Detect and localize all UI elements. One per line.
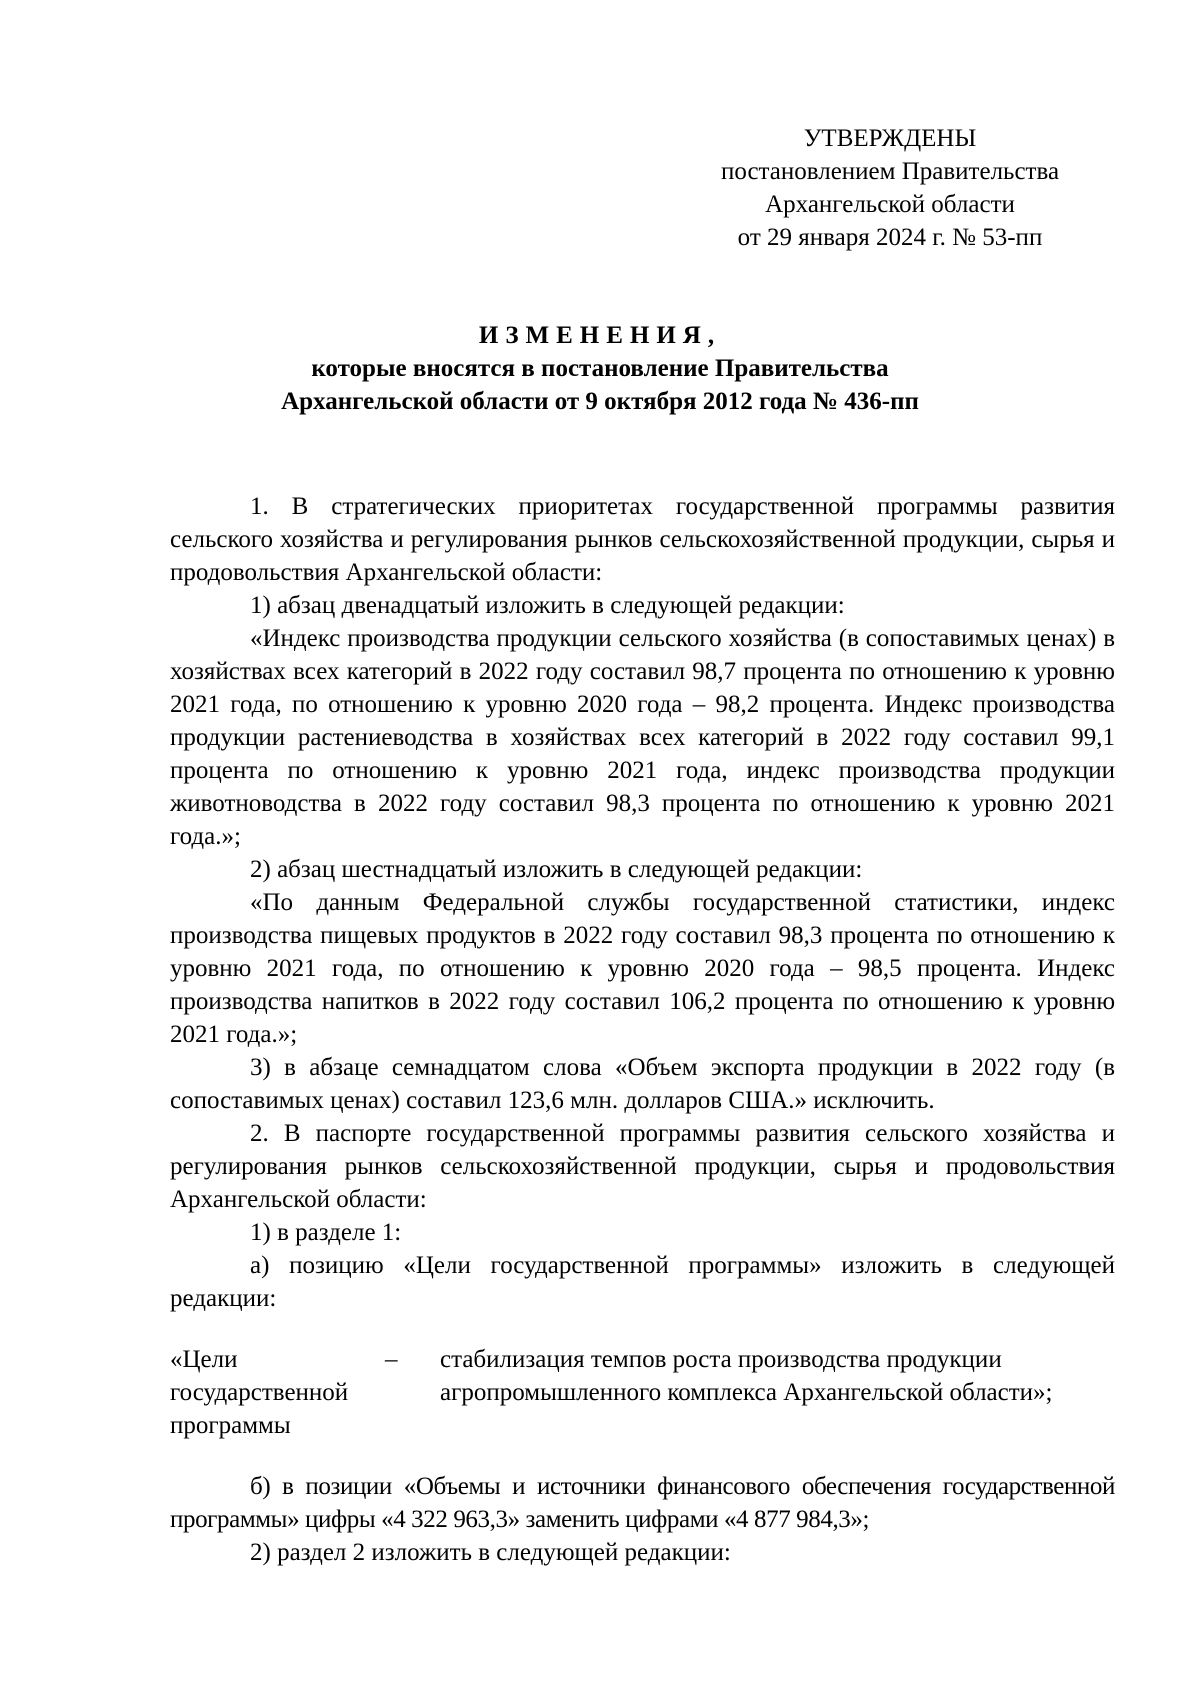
title-heading: ИЗМЕНЕНИЯ, [478, 322, 722, 349]
goals-table-row [170, 1343, 1115, 1442]
paragraph: 2) абзац шестнадцатый изложить в следующей редакции: [250, 856, 863, 883]
paragraph: «По данным Федеральной службы государственной статистики, индекс производства пищевых продуктов в 2022 году составил 98,3 процента по отношению к уровню 2021 года, по отношению к уровню 2020 года – 98,5 процента. Индекс производства напитков в 2022 году составил 106,2 процента по отношению к уровню 2021 года.»; [170, 889, 1115, 1048]
approval-block [670, 122, 1110, 254]
paragraph: «Индекс производства продукции сельского хозяйства (в сопоставимых ценах) в хозяйствах всех категорий в 2022 году составил 98,7 процента по отношению к уровню 2021 года, по отношению к уровню 2020 года – 98,2 процента. Индекс производства продукции растениеводства в хозяйствах всех категорий в 2022 году составил 99,1 процента по отношению к уровню 2021 года, индекс производства продукции животноводства в 2022 году составил 98,3 процента по отношению к уровню 2021 года.»; [170, 625, 1115, 850]
paragraph: 1) абзац двенадцатый изложить в следующей редакции: [250, 592, 845, 619]
title-line: которые вносятся в постановление Правительства [311, 355, 889, 382]
approval-line: постановлением Правительства [720, 158, 1060, 185]
goals-value: стабилизация темпов роста производства продукции агропромышленного комплекса Архангельской области»; [440, 1346, 1053, 1406]
paragraph: а) позицию «Цели государственной программы» изложить в следующей редакции: [170, 1252, 1115, 1312]
paragraph: б) в позиции «Объемы и источники финансового обеспечения государственной программы» цифры «4 322 963,3» заменить цифрами «4 877 984,3»; [170, 1473, 1115, 1533]
approval-date: от 29 января 2024 г. № 53-пп [737, 224, 1043, 251]
paragraph: 1. В стратегических приоритетах государственной программы развития сельского хозяйства и регулирования рынков сельскохозяйственной продукции, сырья и продовольствия Архангельской области: [170, 493, 1115, 586]
goals-dash: – [385, 1346, 398, 1373]
paragraph: 2) раздел 2 изложить в следующей редакции: [250, 1539, 731, 1566]
approval-line: Архангельской области [765, 191, 1015, 218]
document-body [170, 490, 1115, 1569]
title-line: Архангельской области от 9 октября 2012 года № 436-пп [281, 388, 919, 415]
paragraph: 3) в абзаце семнадцатом слова «Объем экспорта продукции в 2022 году (в сопоставимых ценах) составил 123,6 млн. долларов США.» исключить. [170, 1054, 1115, 1114]
document-title [0, 319, 1200, 418]
paragraph: 2. В паспорте государственной программы развития сельского хозяйства и регулирования рынков сельскохозяйственной продукции, сырья и продовольствия Архангельской области: [170, 1120, 1115, 1213]
goals-label: «Цели государственной программы [170, 1346, 349, 1439]
approval-line: УТВЕРЖДЕНЫ [803, 125, 977, 152]
paragraph: 1) в разделе 1: [250, 1219, 402, 1246]
